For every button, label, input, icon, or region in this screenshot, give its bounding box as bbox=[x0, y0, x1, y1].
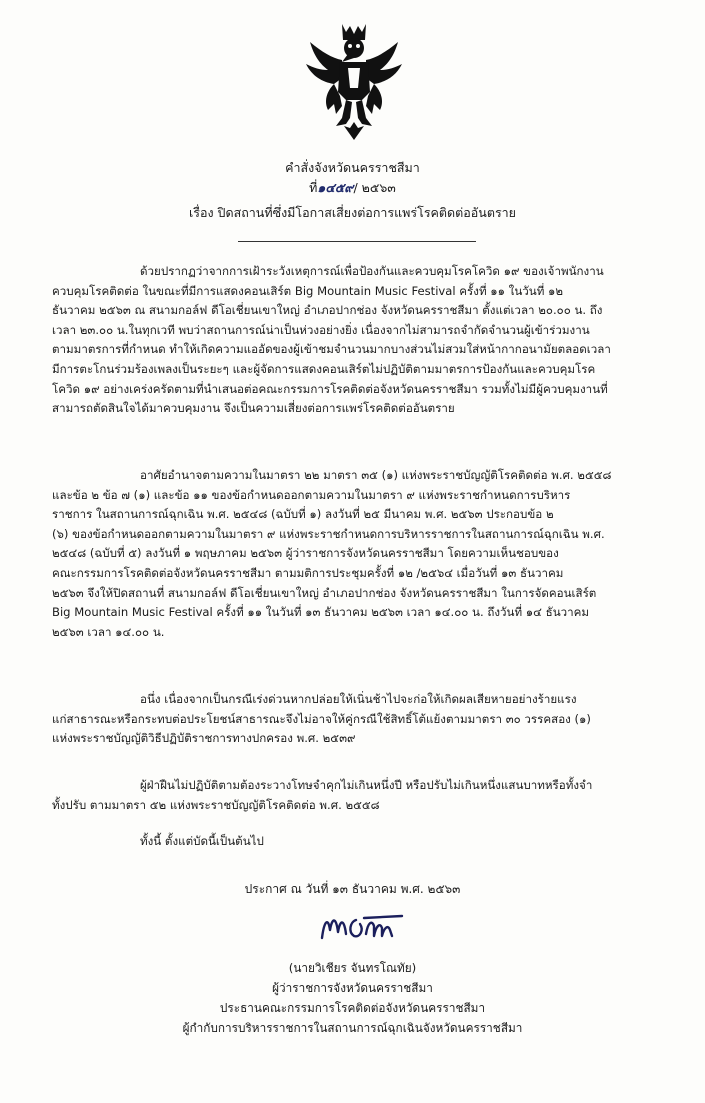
order-number-year: / ๒๕๖๓ bbox=[353, 180, 396, 195]
paragraph-urgency bbox=[52, 690, 676, 749]
paragraph-line: สามารถตัดสินใจได้มาควบคุมงาน จึงเป็นความเสี่ยงต่อการแพร่โรคติดต่ออันตราย bbox=[52, 401, 455, 416]
paragraph-line: ๒๕๖๓ จึงให้ปิดสถานที่ สนามกอล์ฟ ดีโอเชี่ยนเขาใหญ่ อำเภอปากช่อง จังหวัดนครราชสีมา ในการจัดคอนเสิร์ต bbox=[52, 585, 597, 600]
paragraph-line: ราชการ ในสถานการณ์ฉุกเฉิน พ.ศ. ๒๕๔๘ (ฉบับที่ ๑) ลงวันที่ ๒๕ มีนาคม พ.ศ. ๒๕๖๓ ประกอบข้อ ๒ bbox=[52, 507, 554, 522]
paragraph-line: อาศัยอำนาจตามความในมาตรา ๒๒ มาตรา ๓๕ (๑) แห่งพระราชบัญญัติโรคติดต่อ พ.ศ. ๒๕๕๘ bbox=[140, 468, 612, 482]
divider-line bbox=[238, 241, 476, 242]
garuda-emblem-icon bbox=[302, 22, 406, 146]
order-number-prefix: ที่ bbox=[309, 180, 318, 195]
paragraph-line: Big Mountain Music Festival ครั้งที่ ๑๑ ในวันที่ ๑๓ ธันวาคม ๒๕๖๓ เวลา ๑๔.๐๐ น. ถึงวันที่ ๑๔ ธันวาคม bbox=[52, 605, 590, 620]
paragraph-line: ทั้งนี้ ตั้งแต่บัดนี้เป็นต้นไป bbox=[140, 834, 264, 848]
signer-title: ประธานคณะกรรมการโรคติดต่อจังหวัดนครราชสีมา bbox=[219, 1001, 486, 1015]
signer-block bbox=[0, 958, 705, 1038]
paragraph-background bbox=[52, 262, 676, 419]
signer-title: ผู้กำกับการบริหารราชการในสถานการณ์ฉุกเฉินจังหวัดนครราชสีมา bbox=[182, 1021, 523, 1035]
paragraph-line: โควิด ๑๙ อย่างเคร่งครัดตามที่นำเสนอต่อคณะกรรมการโรคติดต่อจังหวัดนครราชสีมา รวมทั้งไม่มีผู้ควบคุมงานที่ bbox=[52, 381, 608, 396]
paragraph-line: แห่งพระราชบัญญัติวิธีปฏิบัติราชการทางปกครอง พ.ศ. ๒๕๓๙ bbox=[52, 731, 356, 746]
paragraph-line: ตามมาตรการที่กำหนด ทำให้เกิดความแออัดของผู้เข้าชมจำนวนมากบางส่วนไม่สวมใส่หน้ากากอนามัยตลอดเวลา bbox=[52, 342, 611, 357]
paragraph-line: คณะกรรมการโรคติดต่อจังหวัดนครราชสีมา ตามมติการประชุมครั้งที่ ๑๒ /๒๕๖๔ เมื่อวันที่ ๑๓ ธันวาคม bbox=[52, 565, 564, 580]
order-title: คำสั่งจังหวัดนครราชสีมา bbox=[285, 160, 420, 175]
paragraph-line: และข้อ ๒ ข้อ ๗ (๑) และข้อ ๑๑ ของข้อกำหนดออกตามความในมาตรา ๙ แห่งพระราชกำหนดการบริหาร bbox=[52, 487, 571, 502]
announcement-date: ประกาศ ณ วันที่ ๑๓ ธันวาคม พ.ศ. ๒๕๖๓ bbox=[244, 882, 461, 896]
paragraph-line: อนึ่ง เนื่องจากเป็นกรณีเร่งด่วนหากปล่อยให้เนิ่นช้าไปจะก่อให้เกิดผลเสียหายอย่างร้ายแรง bbox=[140, 692, 577, 706]
paragraph-line: ๒๕๔๘ (ฉบับที่ ๕) ลงวันที่ ๑ พฤษภาคม ๒๕๖๓ ผู้ว่าราชการจังหวัดนครราชสีมา โดยความเห็นชอบของ bbox=[52, 546, 559, 561]
paragraph-line: ด้วยปรากฏว่าจากการเฝ้าระวังเหตุการณ์เพื่อป้องกันและควบคุมโรคโควิด ๑๙ ของเจ้าพนักงาน bbox=[140, 264, 604, 278]
paragraph-penalty bbox=[52, 776, 676, 815]
paragraph-legal-basis bbox=[52, 466, 676, 642]
handwritten-signature bbox=[316, 908, 408, 948]
paragraph-effective bbox=[52, 832, 676, 852]
paragraph-line: มีการตะโกนร่วมร้องเพลงเป็นระยะๆ และผู้จัดการแสดงคอนเสิร์ตไม่ปฏิบัติตามมาตรการป้องกันและควบคุมโรค bbox=[52, 361, 596, 376]
paragraph-line: ๒๕๖๓ เวลา ๑๔.๐๐ น. bbox=[52, 624, 165, 639]
paragraph-line: ทั้งปรับ ตามมาตรา ๕๒ แห่งพระราชบัญญัติโรคติดต่อ พ.ศ. ๒๕๕๘ bbox=[52, 797, 380, 812]
order-subject: เรื่อง ปิดสถานที่ซึ่งมีโอกาสเสี่ยงต่อการแพร่โรคติดต่ออันตราย bbox=[188, 205, 517, 220]
paragraph-line: ผู้ฝ่าฝืนไม่ปฏิบัติตามต้องระวางโทษจำคุกไม่เกินหนึ่งปี หรือปรับไม่เกินหนึ่งแสนบาทหรือทั้งจำ bbox=[140, 778, 593, 792]
paragraph-line: ธันวาคม ๒๕๖๓ ณ สนามกอล์ฟ ดีโอเชี่ยนเขาใหญ่ อำเภอปากช่อง จังหวัดนครราชสีมา ตั้งแต่เวลา ๒๐.๐๐ น. ถึง bbox=[52, 303, 603, 318]
signer-title: ผู้ว่าราชการจังหวัดนครราชสีมา bbox=[272, 981, 433, 995]
paragraph-line: ควบคุมโรคติดต่อ ในขณะที่มีการแสดงคอนเสิร์ต Big Mountain Music Festival ครั้งที่ ๑๑ ในวันที่ ๑๒ bbox=[52, 283, 564, 298]
paragraph-line: แก่สาธารณะหรือกระทบต่อประโยชน์สาธารณะจึงไม่อาจให้คู่กรณีใช้สิทธิ์โต้แย้งตามมาตรา ๓๐ วรรคสอง (๑) bbox=[52, 711, 591, 726]
paragraph-line: เวลา ๒๓.๐๐ น.ในทุกเวที พบว่าสถานการณ์น่าเป็นห่วงอย่างยิ่ง เนื่องจากไม่สามารถจำกัดจำนวนผู้เข้าร่วมงาน bbox=[52, 322, 590, 337]
order-number-handwritten: ๑๔๕๙ bbox=[317, 180, 354, 195]
paragraph-line: (๖) ของข้อกำหนดออกตามความในมาตรา ๙ แห่งพระราชกำหนดการบริหารราชการในสถานการณ์ฉุกเฉิน พ.ศ. bbox=[52, 526, 605, 541]
order-number bbox=[0, 180, 705, 196]
signer-name: (นายวิเชียร จันทรโณทัย) bbox=[288, 961, 417, 975]
